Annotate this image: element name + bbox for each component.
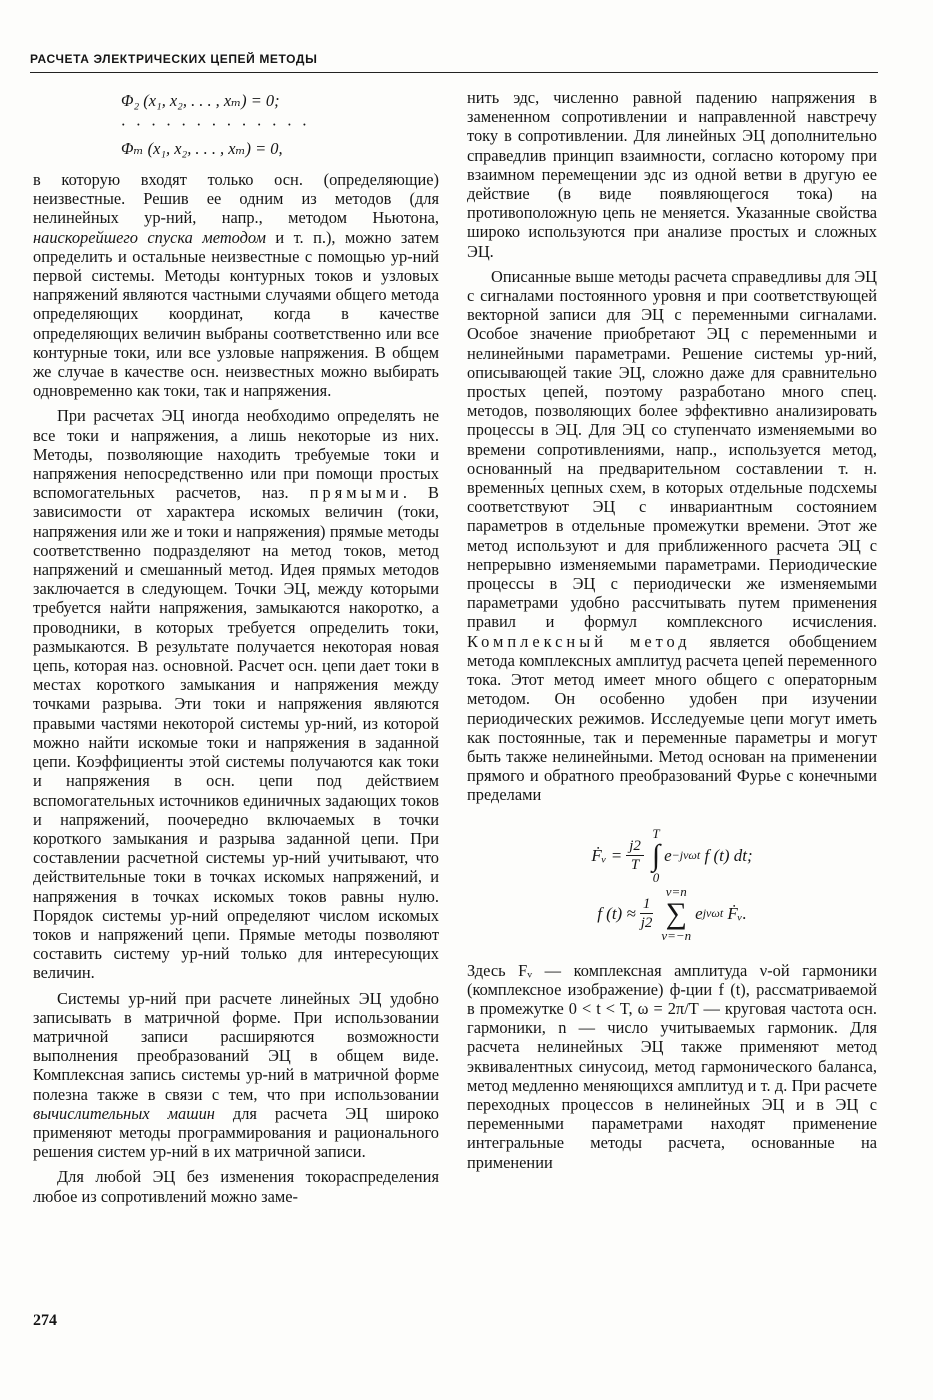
sum-sign: ν=n ∑ ν=−n [661, 883, 692, 943]
paragraph: Описанные выше методы расчета справедливы для ЭЦ с сигналами постоянного уровня и при соответствующей векторной записи для ЭЦ с переменными сигналами. Особое значение приобретают ЭЦ с переменными и нелинейными параметрами. Решение системы ур-ний, описывающей такие ЭЦ, сложно даже для сравнительно простых цепей, поэтому разработано много спец. методов, позволяющих более эффективно анализировать процессы в ЭЦ. Для ЭЦ со ступенчато изменяемыми во времени сопротивлениями, напр., используется метод, основанный на предварительном составлении т. н. временны́х цепных схем, в которых отдельные подсхемы соответствуют ЭЦ с инвариантным состоянием параметров в отдельные промежутки времени. Этот же метод используют и для приближенного расчета ЭЦ с непрерывно изменяемыми параметрами. Периодические процессы в ЭЦ с периодически же изменяемыми параметрами удобно рассчитывать путем применения правил и формул комплексного исчисления. Комплексный метод является обобщением метода комплексных амплитуд расчета цепей переменного тока. Этот метод имеет много общего с операторным методом. Он особенно удобен при изучении периодических режимов. Исследуемые цепи могут иметь как постоянные, так и переменные параметры и могут быть также нелинейными. Метод основан на применении прямого и обратного преобразований Фурье с конечными пределами [467, 266, 877, 805]
equation-phi2: Φ₂ (x₁, x₂, . . . , xₘ) = 0; [121, 91, 280, 110]
equation-phim: Φₘ (x₁, x₂, . . . , xₘ) = 0, [121, 139, 283, 158]
term-spaced: Комплексный метод [467, 631, 691, 651]
fraction: $\frac{j2}{T}$ [626, 837, 644, 874]
fourier-formulas [467, 827, 877, 943]
paragraph: нить эдс, численно равной падению напряжения в замененном сопротивлении и направленной навстречу току в сопротивлении. Для линейных ЭЦ дополнительно справедлив принцип взаимности, согласно которому при взаимном перемещении эдс из одной ветви в другую ее действие (в виде появляющегося тока) на противоположную цепь не меняется. Указанные свойства широко используются при анализе простых и сложных ЭЦ. [467, 88, 877, 261]
integral-sign: T ∫ 0 [651, 825, 661, 885]
paragraph: Системы ур-ний при расчете линейных ЭЦ удобно записывать в матричной форме. При использовании матричной записи расширяются возможности выполнения преобразований ЭЦ в общем виде. Комплексная запись системы ур-ний в матричной форме полезна также в связи с тем, что при использовании вычислительных машин для расчета ЭЦ широко применяют методы программирования и рационального решения систем ур-ний в их матричной записи. [33, 988, 439, 1162]
right-column [467, 88, 877, 1172]
left-column [33, 88, 439, 1206]
page-number: 274 [33, 1312, 57, 1329]
term-italic: вычислительных машин [33, 1103, 215, 1123]
paragraph: в которую входят только осн. (определяющие) неизвестные. Решив ее одним из методов (для нелинейных ур-ний, напр., методом Ньютона, наискорейшего спуска методом и т. п.), можно затем определить и остальные неизвестные с помощью ур-ний первой системы. Методы контурных токов и узловых напряжений являются частными случаями общего метода определяющих координат, когда в качестве определяющих величин выбраны соответственно или все контурные токи, или все узловые напряжения. В общем же случае в качестве осн. неизвестных можно выбирать одновременно как токи, так и напряжения. [33, 170, 439, 401]
paragraph: Здесь Fᵥ — комплексная амплитуда ν-ой гармоники (комплексное изображение) ф-ции f (t), рассматриваемой в промежутке 0 < t < T, ω = 2π/T — круговая частота осн. гармоники, n — число учитываемых гармоник. Для расчета нелинейных ЭЦ также применяют метод эквивалентных синусоид, метод гармонического баланса, метод медленно меняющихся амплитуд и т. д. При расчете переходных процессов в нелинейных ЭЦ и в ЭЦ с переменными параметрами находят применение интегральные методы расчета, основанные на применении [467, 960, 877, 1172]
fraction: $\frac{1}{j2}$ [640, 896, 653, 932]
running-title: РАСЧЕТА ЭЛЕКТРИЧЕСКИХ ЦЕПЕЙ МЕТОДЫ [30, 52, 318, 66]
equation-dots: ············· [121, 115, 318, 134]
formula-forward: Ḟᵥ = $\frac{j2}{T}$ T ∫ 0 e −jνωt f (t) dt; [591, 825, 753, 885]
term-spaced: прямыми [309, 483, 403, 503]
paragraph: При расчетах ЭЦ иногда необходимо определять не все токи и напряжения, а лишь некоторые из них. Методы, позволяющие находить требуемые токи и напряжения непосредственно или при помощи простых вспомогательных расчетов, наз. прямыми. В зависимости от характера искомых величин (токи, напряжения или же и токи и напряжения) прямые методы соответственно подразделяют на метод токов, метод напряжений и смешанный метод. Идея прямых методов заключается в следующем. Точки ЭЦ, между которыми требуется найти напряжения, замыкаются накоротко, а проводники, в которых требуется определить токи, размыкаются. В результате получается некоторая новая цепь, которая наз. основной. Расчет осн. цепи дает токи в местах короткого замыкания и напряжения между точками разрыва. Эти токи и напряжения являются правыми частями некоторой системы ур-ний, из которой можно найти искомые токи и напряжения в заданной цепи. Коэффициенты этой системы получаются как токи и напряжения в осн. цепи под действием вспомогательных источников единичных задающих токов и напряжений, поочередно включаемых в точки короткого замыкания и разрыва заданной цепи. При составлении расчетной системы ур-ний учитывают, что действительные токи в точках искомых напряжений, и напряжения в точках искомых токов равны нулю. Порядок системы ур-ний определяют числом искомых токов и напряжений цепи. Прямые методы позволяют составить систему ур-ний только для интересующих величин. [33, 406, 439, 983]
paragraph: Для любой ЭЦ без изменения токораспределения любое из сопротивлений можно заме- [33, 1167, 439, 1206]
running-header [30, 50, 878, 73]
term-italic: наискорейшего спуска методом [33, 227, 266, 247]
formula-inverse: f (t) ≈ $\frac{1}{j2}$ ν=n ∑ ν=−n e jνωt Ḟᵥ. [597, 883, 747, 943]
equation-system [33, 88, 439, 162]
